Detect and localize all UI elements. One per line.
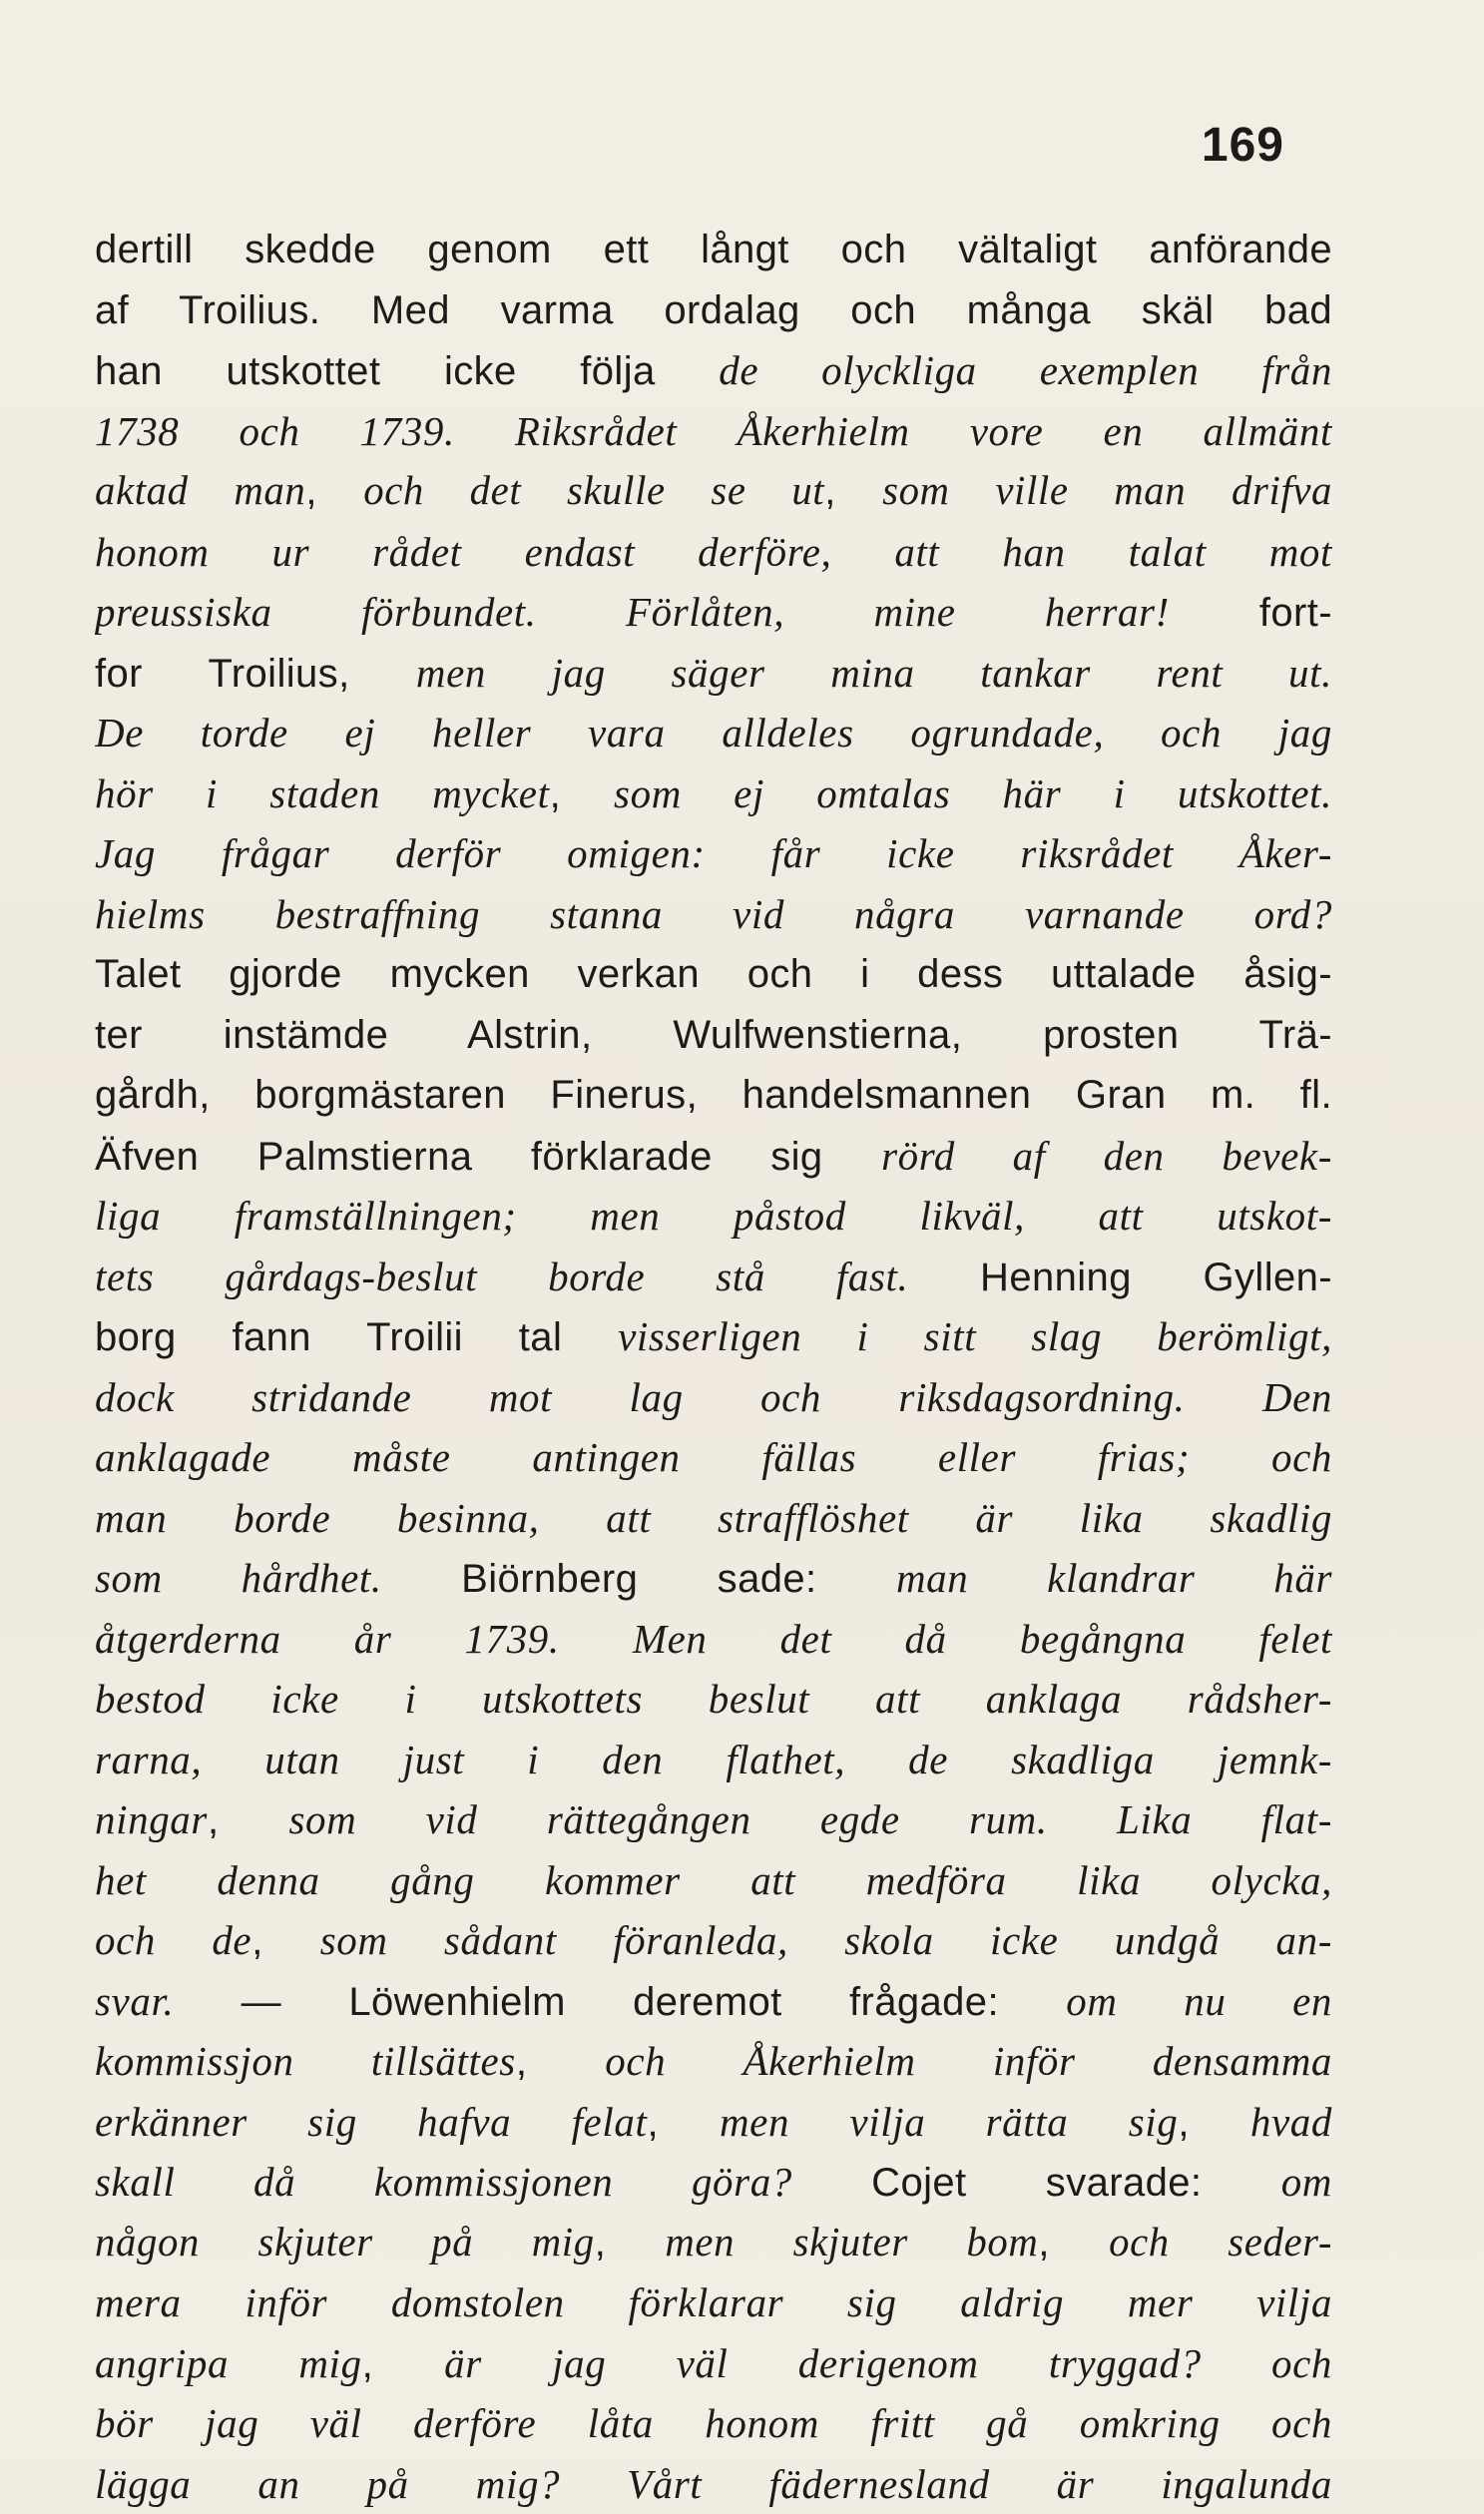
text-line	[95, 1427, 1332, 1488]
body-text	[95, 220, 1332, 2514]
italic-text: het denna gång kommer att medföra lika olycka,	[95, 1857, 1332, 1903]
roman-text: af Troilius. Med varma ordalag och många skäl bad	[95, 288, 1332, 332]
roman-text: ,	[550, 772, 614, 816]
roman-text: ,	[1038, 2221, 1109, 2264]
italic-text: bör jag väl derföre låta honom fritt gå omkring och	[95, 2400, 1332, 2446]
italic-text: och de	[95, 1917, 251, 1963]
italic-text: lägga an på mig? Vårt fädernesland är ingalunda	[95, 2461, 1332, 2507]
roman-text: ,	[305, 469, 363, 513]
italic-text: som sådant föranleda, skola icke undgå an-	[320, 1917, 1332, 1963]
italic-text: De torde ej heller vara alldeles ogrundade, och jag	[95, 710, 1332, 755]
text-line	[95, 884, 1332, 945]
text-line	[95, 1367, 1332, 1428]
italic-text: svar.	[95, 1978, 174, 2024]
text-line	[95, 522, 1332, 583]
roman-text: Cojet svarade:	[792, 2161, 1281, 2205]
text-line	[95, 2152, 1332, 2213]
roman-text: dertill skedde genom ett långt och vältaligt anförande	[95, 228, 1332, 271]
text-line	[95, 582, 1332, 643]
text-line	[95, 1306, 1332, 1367]
text-line	[95, 401, 1332, 462]
italic-text: erkänner sig hafva felat	[95, 2099, 647, 2145]
italic-text: tets gårdags-beslut borde stå fast.	[95, 1254, 908, 1299]
italic-text: men vilja rätta sig	[720, 2099, 1178, 2145]
text-line	[95, 2393, 1332, 2454]
text-line	[95, 1971, 1332, 2032]
text-line	[95, 1126, 1332, 1187]
text-line	[95, 220, 1332, 280]
text-line	[95, 461, 1332, 522]
italic-text: Jag frågar derför omigen: får icke riksrådet Åker-	[95, 830, 1332, 876]
text-line	[95, 1910, 1332, 1971]
italic-text: som ej omtalas här i utskottet.	[614, 770, 1332, 816]
italic-text: rörd af den bevek-	[881, 1133, 1332, 1179]
italic-text: aktad man	[95, 468, 305, 513]
roman-text: Biörnberg sade:	[382, 1557, 896, 1601]
italic-text: rarna, utan just i den flathet, de skadliga jemnk-	[95, 1737, 1332, 1782]
text-line	[95, 1548, 1332, 1609]
roman-text: Talet gjorde mycken verkan och i dess uttalade åsig-	[95, 952, 1332, 996]
text-line	[95, 1789, 1332, 1850]
text-line	[95, 1730, 1332, 1790]
roman-text: Henning Gyllen-	[908, 1256, 1332, 1299]
roman-text: gårdh, borgmästaren Finerus, handelsmannen Gran m. fl.	[95, 1073, 1332, 1117]
italic-text: man klandrar här	[896, 1555, 1332, 1601]
italic-text: mera inför domstolen förklarar sig aldrig mer vilja	[95, 2279, 1332, 2325]
italic-text: liga framställningen; men påstod likväl, att utskot-	[95, 1193, 1332, 1239]
italic-text: de olyckliga exemplen från	[719, 347, 1332, 393]
italic-text: visserligen i sitt slag berömligt,	[618, 1313, 1332, 1359]
roman-text: ,	[516, 2040, 605, 2084]
roman-text: fort-	[1170, 591, 1332, 635]
italic-text: dock stridande mot lag och riksdagsordning. Den	[95, 1374, 1332, 1420]
italic-text: angripa mig	[95, 2340, 362, 2386]
roman-text: — Löwenhielm deremot frågade:	[174, 1980, 1066, 2024]
italic-text: ningar	[95, 1796, 208, 1842]
roman-text: for Troilius,	[95, 652, 416, 696]
italic-text: preussiska förbundet. Förlåten, mine herrar!	[95, 589, 1170, 635]
italic-text: hör i staden mycket	[95, 770, 550, 816]
text-line	[95, 763, 1332, 824]
italic-text: och seder-	[1109, 2220, 1332, 2264]
italic-text: som vid rättegången egde rum. Lika flat-	[288, 1796, 1332, 1842]
roman-text: ,	[208, 1798, 289, 1842]
text-line	[95, 2454, 1332, 2514]
italic-text: anklagade måste antingen fällas eller frias; och	[95, 1434, 1332, 1480]
italic-text: är jag väl derigenom tryggad? och	[444, 2340, 1332, 2386]
roman-text: borg fann Troilii tal	[95, 1315, 618, 1359]
text-line	[95, 1065, 1332, 1126]
italic-text: 1738 och 1739. Riksrådet Åkerhielm vore en allmänt	[95, 408, 1332, 454]
roman-text: ,	[362, 2342, 444, 2386]
italic-text: och Åkerhielm inför densamma	[605, 2038, 1332, 2084]
italic-text: kommissjon tillsättes	[95, 2038, 516, 2084]
text-line	[95, 2031, 1332, 2092]
italic-text: men skjuter bom	[665, 2220, 1038, 2264]
italic-text: om	[1281, 2159, 1332, 2205]
text-line	[95, 1247, 1332, 1307]
roman-text: ter instämde Alstrin, Wulfwenstierna, prosten Trä-	[95, 1013, 1332, 1057]
text-line	[95, 944, 1332, 1005]
page-number: 169	[1202, 118, 1284, 173]
italic-text: bestod icke i utskottets beslut att anklaga rådsher-	[95, 1676, 1332, 1722]
italic-text: någon skjuter på mig	[95, 2220, 595, 2264]
text-line	[95, 703, 1332, 763]
italic-text: man borde besinna, att strafflöshet är lika skadlig	[95, 1495, 1332, 1541]
text-line	[95, 1609, 1332, 1670]
roman-text: ,	[595, 2221, 666, 2264]
italic-text: hvad	[1250, 2099, 1332, 2145]
text-line	[95, 1186, 1332, 1247]
roman-text: han utskottet icke följa	[95, 349, 719, 393]
roman-text: ,	[251, 1919, 320, 1963]
text-line	[95, 2092, 1332, 2153]
text-line	[95, 1488, 1332, 1549]
italic-text: om nu en	[1066, 1978, 1332, 2024]
roman-text: Äfven Palmstierna förklarade sig	[95, 1135, 881, 1179]
italic-text: som hårdhet.	[95, 1555, 382, 1601]
roman-text: ,	[1178, 2101, 1250, 2145]
text-line	[95, 643, 1332, 704]
text-line	[95, 1850, 1332, 1911]
text-line	[95, 340, 1332, 401]
text-line	[95, 2333, 1332, 2394]
italic-text: som ville man drifva	[882, 468, 1332, 513]
italic-text: och det skulle se ut	[363, 468, 824, 513]
italic-text: skall då kommissjonen göra?	[95, 2159, 792, 2205]
text-line	[95, 823, 1332, 884]
roman-text: ,	[824, 469, 882, 513]
text-line	[95, 1005, 1332, 1066]
italic-text: men jag säger mina tankar rent ut.	[416, 650, 1332, 696]
text-line	[95, 280, 1332, 341]
italic-text: honom ur rådet endast derföre, att han talat mot	[95, 529, 1332, 575]
text-line	[95, 2272, 1332, 2333]
italic-text: hielms bestraffning stanna vid några varnande ord?	[95, 891, 1332, 937]
text-line	[95, 1669, 1332, 1730]
text-line	[95, 2213, 1332, 2273]
roman-text: ,	[647, 2101, 720, 2145]
italic-text: åtgerderna år 1739. Men det då begångna felet	[95, 1616, 1332, 1662]
